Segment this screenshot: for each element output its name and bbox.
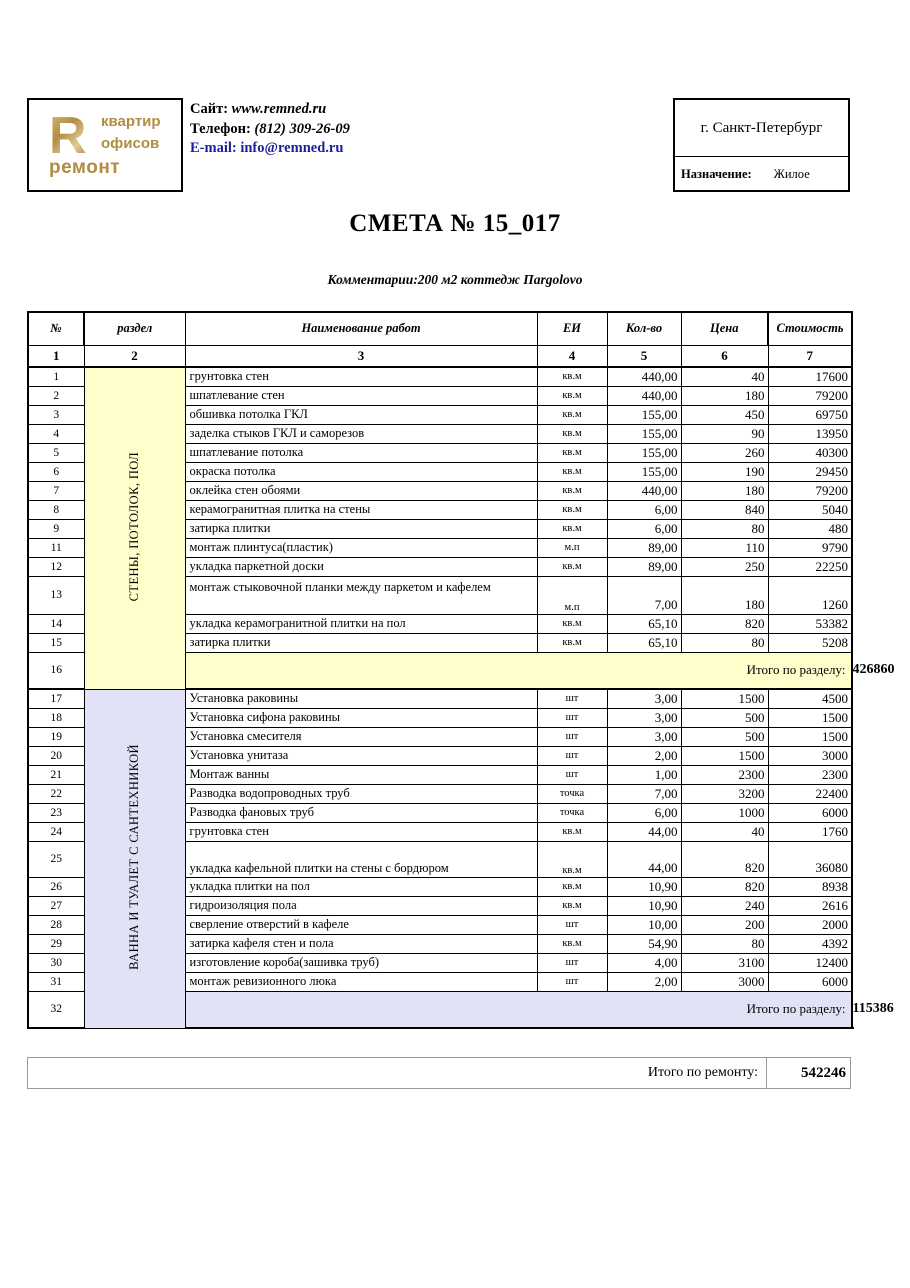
section-label-cell: [84, 689, 185, 1028]
work-price: 1500: [681, 689, 768, 708]
work-sum: 79200: [768, 386, 852, 405]
row-number: 18: [28, 708, 84, 727]
work-sum: 8938: [768, 877, 852, 896]
work-price: 820: [681, 614, 768, 633]
header-unit: ЕИ: [537, 312, 607, 345]
work-name: укладка плитки на пол: [185, 877, 537, 896]
grand-total-value: 542246: [766, 1058, 850, 1088]
work-unit: кв.м: [537, 481, 607, 500]
work-name: Установка сифона раковины: [185, 708, 537, 727]
section-label-cell: [84, 367, 185, 689]
row-number: 17: [28, 689, 84, 708]
header-workname: Наименование работ: [185, 312, 537, 345]
work-price: 820: [681, 841, 768, 877]
estimate-table: [27, 311, 895, 1029]
row-number: 14: [28, 614, 84, 633]
work-sum: 1260: [768, 576, 852, 614]
work-name: укладка паркетной доски: [185, 557, 537, 576]
work-name: Установка унитаза: [185, 746, 537, 765]
section-subtotal-row: 32 Итого по разделу: 115386: [28, 991, 852, 1028]
work-sum: 3000: [768, 746, 852, 765]
contact-row-website: [190, 100, 350, 120]
work-price: 180: [681, 386, 768, 405]
contact-block: [190, 100, 350, 159]
work-sum: 17600: [768, 367, 852, 386]
website-label: Сайт:: [190, 101, 229, 117]
logo-word-repair: ремонт: [49, 157, 121, 178]
logo-word-offices: офисов: [101, 135, 160, 152]
work-name: сверление отверстий в кафеле: [185, 915, 537, 934]
work-unit: шт: [537, 765, 607, 784]
contact-row-phone: [190, 120, 350, 140]
work-quantity: 4,00: [607, 953, 681, 972]
grand-total-label: Итого по ремонту:: [647, 1065, 758, 1080]
row-number: 8: [28, 500, 84, 519]
work-name: грунтовка стен: [185, 367, 537, 386]
purpose-label: Назначение:: [681, 166, 752, 181]
work-sum: 69750: [768, 405, 852, 424]
work-unit: шт: [537, 746, 607, 765]
work-quantity: 10,90: [607, 877, 681, 896]
work-price: 200: [681, 915, 768, 934]
work-sum: 22400: [768, 784, 852, 803]
work-price: 3200: [681, 784, 768, 803]
work-unit: кв.м: [537, 896, 607, 915]
work-price: 90: [681, 424, 768, 443]
work-unit: м.п: [537, 576, 607, 614]
work-quantity: 2,00: [607, 746, 681, 765]
work-price: 180: [681, 481, 768, 500]
work-price: 40: [681, 822, 768, 841]
row-number: 20: [28, 746, 84, 765]
city-name: г. Санкт-Петербург: [675, 100, 848, 157]
work-unit: кв.м: [537, 557, 607, 576]
row-number: 23: [28, 803, 84, 822]
work-sum: 1500: [768, 708, 852, 727]
work-sum: 53382: [768, 614, 852, 633]
row-number: 21: [28, 765, 84, 784]
work-price: 80: [681, 934, 768, 953]
colnum-1: 1: [28, 345, 84, 367]
work-unit: кв.м: [537, 386, 607, 405]
section-subtotal-row: 16 Итого по разделу: 426860: [28, 652, 852, 689]
work-name: монтаж ревизионного люка: [185, 972, 537, 991]
work-quantity: 155,00: [607, 405, 681, 424]
work-price: 2300: [681, 765, 768, 784]
work-name: затирка кафеля стен и пола: [185, 934, 537, 953]
work-price: 500: [681, 708, 768, 727]
header-sum: Стоимость: [768, 312, 852, 345]
email-label: E-mail:: [190, 140, 237, 156]
work-unit: точка: [537, 803, 607, 822]
work-sum: 1500: [768, 727, 852, 746]
subtotal-row-number: 32: [28, 991, 84, 1028]
table-column-number-row: [28, 345, 852, 367]
work-quantity: 65,10: [607, 633, 681, 652]
work-price: 80: [681, 633, 768, 652]
table-body: [28, 367, 895, 1028]
page-title: СМЕТА № 15_017: [349, 210, 561, 237]
work-name: Монтаж ванны: [185, 765, 537, 784]
header-price: Цена: [681, 312, 768, 345]
work-sum: 36080: [768, 841, 852, 877]
work-quantity: 89,00: [607, 557, 681, 576]
work-price: 1000: [681, 803, 768, 822]
purpose-row: [675, 157, 848, 191]
subtotal-row-number: 16: [28, 652, 84, 689]
colnum-3: 3: [185, 345, 537, 367]
work-name: керамогранитная плитка на стены: [185, 500, 537, 519]
work-unit: кв.м: [537, 877, 607, 896]
work-name: шпатлевание потолка: [185, 443, 537, 462]
work-quantity: 10,00: [607, 915, 681, 934]
row-number: 22: [28, 784, 84, 803]
row-number: 13: [28, 576, 84, 614]
work-unit: кв.м: [537, 841, 607, 877]
work-sum: 12400: [768, 953, 852, 972]
work-name: затирка плитки: [185, 633, 537, 652]
work-sum: 480: [768, 519, 852, 538]
work-sum: 6000: [768, 803, 852, 822]
estimate-table-wrapper: [27, 311, 895, 1029]
row-number: 15: [28, 633, 84, 652]
work-unit: точка: [537, 784, 607, 803]
work-sum: 4392: [768, 934, 852, 953]
work-quantity: 3,00: [607, 689, 681, 708]
work-sum: 5040: [768, 500, 852, 519]
work-sum: 40300: [768, 443, 852, 462]
work-quantity: 3,00: [607, 727, 681, 746]
work-sum: 22250: [768, 557, 852, 576]
work-unit: шт: [537, 953, 607, 972]
work-sum: 13950: [768, 424, 852, 443]
work-quantity: 3,00: [607, 708, 681, 727]
work-sum: 29450: [768, 462, 852, 481]
work-quantity: 6,00: [607, 803, 681, 822]
work-price: 500: [681, 727, 768, 746]
section-label-text: ВАННА И ТУАЛЕТ С САНТЕХНИКОЙ: [127, 743, 141, 970]
website-value: www.remned.ru: [231, 101, 327, 117]
work-unit: м.п: [537, 538, 607, 557]
work-price: 40: [681, 367, 768, 386]
work-unit: кв.м: [537, 462, 607, 481]
row-number: 24: [28, 822, 84, 841]
row-number: 12: [28, 557, 84, 576]
work-quantity: 155,00: [607, 462, 681, 481]
colnum-7: 7: [768, 345, 852, 367]
row-number: 7: [28, 481, 84, 500]
work-name: укладка кафельной плитки на стены с бордюром: [185, 841, 537, 877]
work-name: оклейка стен обоями: [185, 481, 537, 500]
work-unit: шт: [537, 708, 607, 727]
work-name: укладка керамогранитной плитки на пол: [185, 614, 537, 633]
colnum-2: 2: [84, 345, 185, 367]
table-row: [28, 367, 852, 386]
work-quantity: 440,00: [607, 367, 681, 386]
work-sum: 2000: [768, 915, 852, 934]
work-unit: кв.м: [537, 424, 607, 443]
work-name: Разводка водопроводных труб: [185, 784, 537, 803]
work-unit: шт: [537, 727, 607, 746]
grand-total-row: [27, 1057, 851, 1089]
logo-word-apartments: квартир: [101, 113, 161, 130]
header-num: №: [28, 312, 84, 345]
document-header: [0, 98, 910, 198]
work-unit: шт: [537, 689, 607, 708]
work-price: 450: [681, 405, 768, 424]
work-price: 260: [681, 443, 768, 462]
work-unit: кв.м: [537, 614, 607, 633]
work-name: Установка раковины: [185, 689, 537, 708]
work-quantity: 1,00: [607, 765, 681, 784]
row-number: 11: [28, 538, 84, 557]
work-name: грунтовка стен: [185, 822, 537, 841]
colnum-4: 4: [537, 345, 607, 367]
email-value[interactable]: info@remned.ru: [240, 140, 344, 156]
work-quantity: 440,00: [607, 481, 681, 500]
work-quantity: 65,10: [607, 614, 681, 633]
subtotal-label: Итого по разделу:: [185, 991, 852, 1028]
work-name: обшивка потолка ГКЛ: [185, 405, 537, 424]
row-number: 26: [28, 877, 84, 896]
work-quantity: 6,00: [607, 500, 681, 519]
row-number: 3: [28, 405, 84, 424]
contact-row-email[interactable]: [190, 139, 350, 159]
work-sum: 6000: [768, 972, 852, 991]
work-quantity: 7,00: [607, 784, 681, 803]
work-quantity: 54,90: [607, 934, 681, 953]
company-logo: [27, 98, 183, 192]
work-sum: 1760: [768, 822, 852, 841]
row-number: 5: [28, 443, 84, 462]
work-sum: 9790: [768, 538, 852, 557]
work-sum: 5208: [768, 633, 852, 652]
work-quantity: 440,00: [607, 386, 681, 405]
work-unit: кв.м: [537, 633, 607, 652]
work-unit: кв.м: [537, 519, 607, 538]
work-unit: кв.м: [537, 934, 607, 953]
work-name: монтаж плинтуса(пластик): [185, 538, 537, 557]
row-number: 25: [28, 841, 84, 877]
table-row: [28, 689, 852, 708]
work-unit: кв.м: [537, 500, 607, 519]
colnum-6: 6: [681, 345, 768, 367]
work-name: шпатлевание стен: [185, 386, 537, 405]
work-price: 110: [681, 538, 768, 557]
work-unit: кв.м: [537, 405, 607, 424]
header-section: раздел: [84, 312, 185, 345]
work-sum: 2300: [768, 765, 852, 784]
work-price: 180: [681, 576, 768, 614]
work-name: монтаж стыковочной планки между паркетом и кафелем: [185, 576, 537, 614]
work-unit: кв.м: [537, 822, 607, 841]
work-quantity: 44,00: [607, 841, 681, 877]
work-quantity: 2,00: [607, 972, 681, 991]
row-number: 27: [28, 896, 84, 915]
work-sum: 79200: [768, 481, 852, 500]
work-price: 190: [681, 462, 768, 481]
work-price: 3100: [681, 953, 768, 972]
phone-label: Телефон:: [190, 120, 251, 137]
work-name: затирка плитки: [185, 519, 537, 538]
logo-letter-r: R: [49, 107, 86, 165]
work-sum: 2616: [768, 896, 852, 915]
work-unit: шт: [537, 915, 607, 934]
purpose-value: Жилое: [773, 166, 810, 181]
work-price: 820: [681, 877, 768, 896]
work-price: 250: [681, 557, 768, 576]
table-head: [28, 312, 852, 367]
subtotal-label: Итого по разделу:: [185, 652, 852, 689]
work-unit: кв.м: [537, 443, 607, 462]
work-name: изготовление короба(зашивка труб): [185, 953, 537, 972]
work-name: Установка смесителя: [185, 727, 537, 746]
section-label-text: СТЕНЫ, ПОТОЛОК, ПОЛ: [127, 451, 141, 601]
work-quantity: 89,00: [607, 538, 681, 557]
row-number: 9: [28, 519, 84, 538]
work-quantity: 6,00: [607, 519, 681, 538]
work-quantity: 155,00: [607, 424, 681, 443]
work-quantity: 44,00: [607, 822, 681, 841]
work-quantity: 10,90: [607, 896, 681, 915]
location-box: [673, 98, 850, 192]
row-number: 1: [28, 367, 84, 386]
work-name: окраска потолка: [185, 462, 537, 481]
row-number: 4: [28, 424, 84, 443]
work-unit: шт: [537, 972, 607, 991]
work-name: заделка стыков ГКЛ и саморезов: [185, 424, 537, 443]
row-number: 6: [28, 462, 84, 481]
phone-value: (812) 309-26-09: [254, 120, 350, 137]
row-number: 2: [28, 386, 84, 405]
work-quantity: 7,00: [607, 576, 681, 614]
work-price: 840: [681, 500, 768, 519]
work-unit: кв.м: [537, 367, 607, 386]
work-price: 80: [681, 519, 768, 538]
row-number: 19: [28, 727, 84, 746]
row-number: 31: [28, 972, 84, 991]
work-name: Разводка фановых труб: [185, 803, 537, 822]
row-number: 28: [28, 915, 84, 934]
row-number: 30: [28, 953, 84, 972]
table-header-row: [28, 312, 852, 345]
work-quantity: 155,00: [607, 443, 681, 462]
work-price: 1500: [681, 746, 768, 765]
work-price: 3000: [681, 972, 768, 991]
document-comments: Комментарии:200 м2 коттедж Пargolovo: [327, 272, 583, 287]
colnum-5: 5: [607, 345, 681, 367]
header-qty: Кол-во: [607, 312, 681, 345]
work-name: гидроизоляция пола: [185, 896, 537, 915]
row-number: 29: [28, 934, 84, 953]
work-sum: 4500: [768, 689, 852, 708]
work-price: 240: [681, 896, 768, 915]
